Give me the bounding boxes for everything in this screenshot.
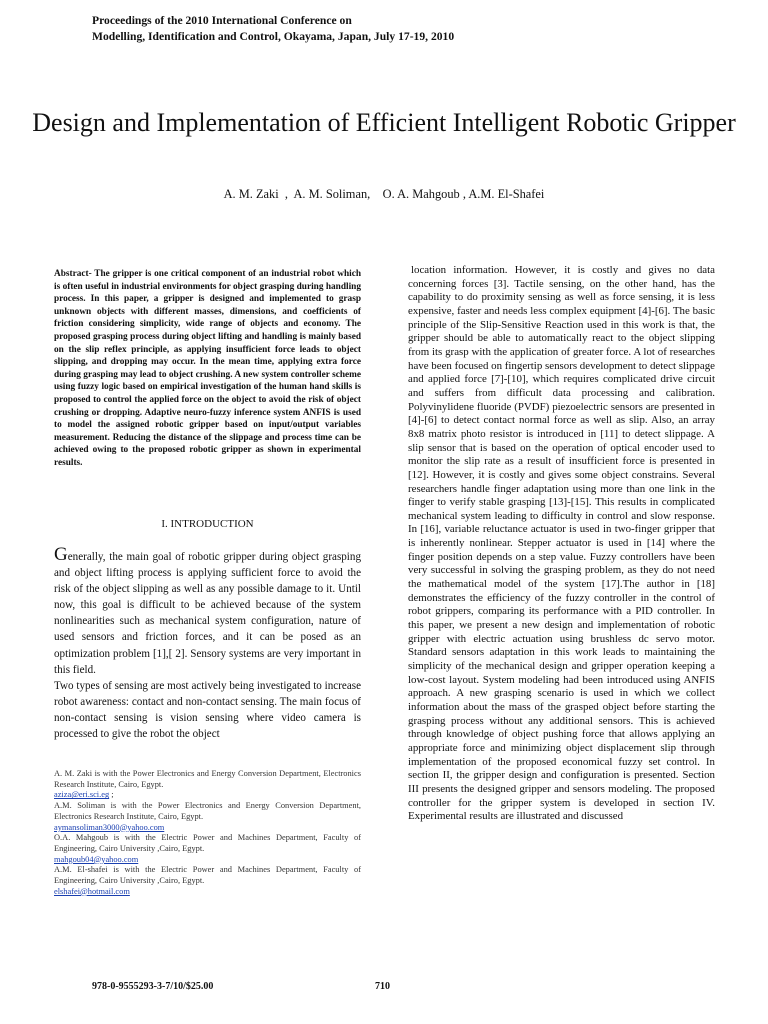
right-column-text: location information. However, it is costly and gives no data concerning forces [3]. Tactile sensing, on the other hand, has the capability to do proximity sensing as well as force sensing, it is less expensive, faster and needs less complex equipment [4]-[6]. The basic principle of the Slip-Sensitive Reaction used in this work is that, the gripper should be able to automatically react to the object slipping from its grasp with the application of greater force. A lot of researches have been focused on fingertip sensors development to detect slippage and applied force [7]-[10], which requires complicated drive circuit and suffers from difficult data processing and calibration. Polyvinylidene fluoride (PVDF) piezoelectric sensors are presented in [4]-[6] to detect contact normal force as well as slip. Also, an array 8x8 matrix photo resistor is introduced in [11] to detect slippage. A slip sensor that is based on the operation of optical encoder used to monitor the slip rate as a result of insufficient force is presented in [12]. However, it is costly and gives some object constrains. Several researchers handle finger adaptation using more than one link in the finger to verify stable grasping [13]-[15]. This results in complicated mechanical system leading to difficulty in control and slow response. In [16], variable reluctance actuator is used in two-finger gripper that is inherently nonlinear. Stepper actuator is used in [14] where the finger position depends on a step value. Fuzzy controllers have been very successful in solving the grasping problem, as they do not need the mathematical model of the system [17].The author in [18] demonstrates the efficiency of the fuzzy controller in the control of robot grippers, comparing its performance with a PID controller. In this paper, we present a new design and implementation of robotic gripper with electric actuation using brushless dc servo motor. Standard sensors adaptation in this work leads to maintaining the simplicity of the mechanical design and gripper operation keeping a low-cost layout. System modeling had been introduced using ANFIS approach. A new grasping scenario is used in which we collect information about the mass of the grasped object before starting the grasping process without any additional sensors. This is achieved through knowledge of object pushing force that allows applying an appropriate force and minimizing object displacement slip through implementation of the proposed economical fuzzy set control. In section II, the gripper design and configuration is presented. Section III presents the designed gripper and sensors modeling. The proposed controller for the gripper system is developed in section IV. Experimental results are illustrated and discussed [408, 264, 715, 823]
paper-title: Design and Implementation of Efficient Intelligent Robotic Gripper [32, 108, 736, 137]
section-heading-introduction: I. INTRODUCTION [161, 518, 254, 530]
email-link-soliman[interactable]: aymansoliman3000@yahoo.com [54, 822, 165, 832]
email-link-elshafei[interactable]: elshafei@hotmail.com [54, 886, 130, 896]
right-column-body [408, 264, 715, 824]
email-link-mahgoub[interactable]: mahgoub04@yahoo.com [54, 854, 139, 864]
intro-paragraph-1-text: enerally, the main goal of robotic gripper during object grasping and object lifting process is applying sufficient force to avoid the risk of the object slipping as well as any possible damage to it. Until now, this goal is difficult to be achieved because of the system nonlinearities such as mechanical system configuration, nature of used sensors and friction forces, and it can be posed as an optimization problem [1],[ 2]. Sensory systems are very important in this field. [54, 551, 361, 676]
footnote-zaki-email-line [54, 790, 361, 801]
email-link-zaki[interactable]: aziza@eri.sci.eg [54, 790, 110, 800]
footnote-soliman: A.M. Soliman is with the Power Electronics and Energy Conversion Department, Electronics Research Institute, Cairo, Egypt. [54, 801, 361, 821]
drop-cap: G [54, 544, 68, 565]
page-number: 710 [375, 981, 390, 992]
abstract: Abstract- The gripper is one critical component of an industrial robot which is often useful in industrial environments for object grasping during handling process. In this paper, a gripper is designed and implemented to grasp unknown objects with different masses, dimensions, and coefficients of friction considering simplicity, wide range of objects and economy. The proposed grasping process during object lifting and handling is mainly based on the slip reflex principle, as applying insufficient force leads to object slipping, and dropping may occur. In the mean time, applying extra force during grasping may lead to object crushing. A new system controller scheme using fuzzy logic based on empirical investigation of the human hand skills is proposed to control the applied force on the object to avoid the risk of object crushing or dropping. Adaptive neuro-fuzzy inference system ANFIS is used to model the assigned robotic gripper based on input/output variables measurement. Reducing the distance of the slippage and process time can be achieved owing to the proposed robotic gripper as shown in experimental results. [54, 269, 361, 468]
author-list: A. M. Zaki , A. M. Soliman, O. A. Mahgoub , A.M. El-Shafei [223, 187, 545, 201]
footnote-zaki-email-suffix: ; [109, 790, 114, 800]
intro-paragraph-2: Two types of sensing are most actively being investigated to increase robot awareness: contact and non-contact sensing. The main focus of non-contact sensing is vision sensing where video camera is processed to give the robot the object [54, 679, 361, 741]
introduction-body [54, 544, 361, 742]
isbn-footer: 978-0-9555293-3-7/10/$25.00 [92, 981, 214, 992]
footnote-zaki: A. M. Zaki is with the Power Electronics and Energy Conversion Department, Electronics Research Institute, Cairo, Egypt. [54, 769, 361, 789]
author-footnotes [54, 769, 361, 897]
intro-paragraph-1 [54, 544, 361, 678]
conference-header [92, 13, 454, 45]
conference-header-line1: Proceedings of the 2010 International Conference on [92, 14, 352, 27]
conference-header-line2: Modelling, Identification and Control, Okayama, Japan, July 17-19, 2010 [92, 30, 455, 43]
footnote-mahgoub: O.A. Mahgoub is with the Electric Power and Machines Department, Faculty of Engineering, Cairo University ,Cairo, Egypt. [54, 833, 361, 853]
footnote-elshafei: A.M. El-shafei is with the Electric Power and Machines Department, Faculty of Engineering, Cairo University ,Cairo, Egypt. [54, 865, 361, 886]
